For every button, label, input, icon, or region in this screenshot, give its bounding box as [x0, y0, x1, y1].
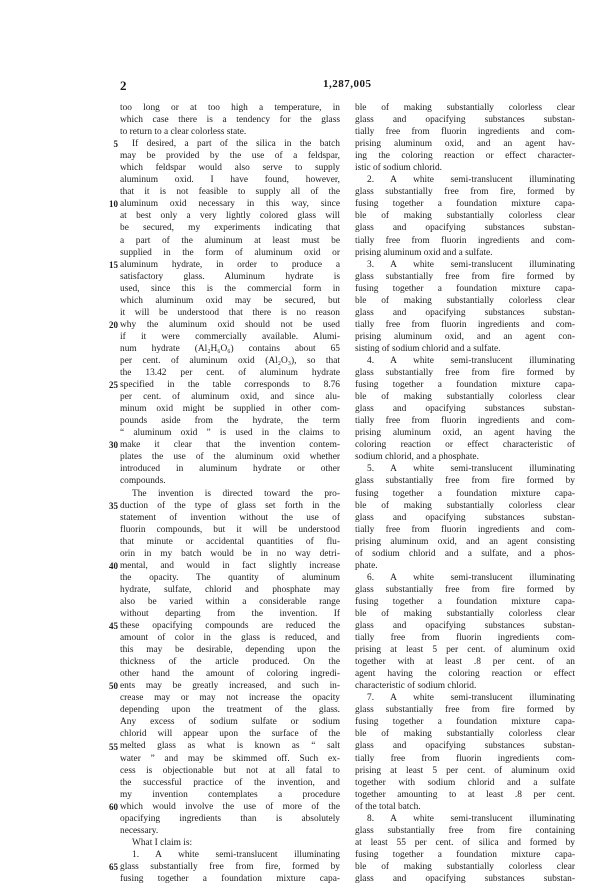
- text-line: fusing together a foundation mixture capa-: [355, 283, 575, 294]
- text-line: used, since this is the commercial form in: [120, 283, 340, 294]
- text-line: glass substantially free from fire formed by: [355, 271, 575, 282]
- text-line: a part of the aluminum at least must be: [120, 235, 340, 246]
- text-line: aluminum oxid. I have found, however,: [120, 175, 340, 186]
- text-line: fusing together a foundation mixture capa-: [355, 596, 575, 607]
- line-number: 25: [109, 380, 118, 391]
- text-line: crease may or may not increase the opacity: [120, 693, 340, 704]
- text-line: glass substantially free from fire formed by: [355, 368, 575, 379]
- text-line: thickness of the article produced. On the: [120, 657, 340, 668]
- text-line: What I claim is:: [132, 837, 193, 848]
- text-line: tially free from fluorin ingredients com-: [355, 753, 575, 764]
- page-number: 2: [120, 78, 127, 93]
- text-line: ble of making substantially colorless clear: [355, 295, 575, 306]
- text-line: cess is objectionable but not at all fatal to: [120, 765, 340, 776]
- text-line: sisting of sodium chlorid and a sulfate.: [355, 343, 501, 354]
- text-line: together with sodium chlorid and a sulfate: [355, 777, 575, 788]
- text-line: tially free from fluorin ingredients and com-: [355, 127, 575, 138]
- line-number: 45: [109, 621, 118, 632]
- text-line: glass and opacifying substances substan-: [355, 307, 575, 318]
- text-line: of the total batch.: [355, 801, 421, 812]
- text-line: tially free from fluorin ingredients com-: [355, 633, 575, 644]
- text-line: without departing from the invention. If: [120, 608, 340, 619]
- line-number: 40: [109, 560, 118, 571]
- text-line: fusing together a foundation mixture capa-: [355, 380, 575, 391]
- line-number: 50: [109, 681, 118, 692]
- text-line: melted glass as what is known as “ salt: [120, 741, 340, 752]
- line-number: 35: [109, 500, 118, 511]
- text-line: characteristic of sodium chlorid.: [355, 681, 477, 692]
- text-line: aluminum hydrate, in order to produce a: [120, 259, 340, 270]
- text-line: prising aluminum oxid, an agent having the: [355, 428, 575, 439]
- text-line: 6. A white semi-translucent illuminating: [367, 572, 575, 583]
- text-line: glass substantially free from fire formed by: [355, 476, 575, 487]
- text-line: ble of making substantially colorless clear: [355, 729, 575, 740]
- text-line: num hydrate (Al₂H₆O₆) contains about 65: [120, 343, 340, 354]
- line-number: 20: [109, 319, 118, 330]
- text-line: istic of sodium chlorid.: [355, 163, 442, 174]
- text-line: glass and opacifying substances substan-: [355, 621, 575, 632]
- text-line: tially free from fluorin ingredients and com-: [355, 524, 575, 535]
- text-line: 8. A white semi-translucent illuminating: [367, 813, 575, 824]
- text-line: tially free from fluorin ingredients and com-: [355, 319, 575, 330]
- text-line: ble of making substantially colorless clear: [355, 392, 575, 403]
- text-line: pounds aside from the hydrate, the term: [120, 416, 340, 427]
- text-line: water ” and may be skimmed off. Such ex-: [120, 753, 340, 764]
- text-line: together amounting to at least .8 per cent.: [355, 789, 575, 800]
- text-line: prising aluminum oxid and a sulfate.: [355, 247, 493, 258]
- text-line: ble of making substantially colorless clear: [355, 500, 575, 511]
- text-line: which feldspar would also serve to supply: [120, 163, 340, 174]
- line-number: 5: [113, 139, 118, 150]
- left-column: [120, 102, 340, 885]
- text-line: fluorin compounds, but it will be understood: [120, 524, 340, 535]
- text-line: 7. A white semi-translucent illuminating: [367, 693, 575, 704]
- text-line: fusing together a foundation mixture capa-: [355, 199, 575, 210]
- text-line: it will be understood that there is no reason: [120, 307, 340, 318]
- text-line: prising at least 5 per cent. of aluminum oxid: [355, 765, 575, 776]
- text-line: phate.: [355, 560, 378, 571]
- text-line: sodium chlorid, and a phosphate.: [355, 452, 479, 463]
- text-line: glass and opacifying substances substan-: [355, 874, 575, 884]
- text-line: glass and opacifying substances substan-: [355, 115, 575, 126]
- text-line: at least 55 per cent. of silica and formed by: [355, 837, 575, 848]
- text-line: statement of invention without the use of: [120, 512, 340, 523]
- line-number: 65: [109, 862, 118, 873]
- text-line: other hand the amount of coloring ingredi-: [120, 669, 340, 680]
- text-line: fusing together a foundation mixture capa-: [355, 488, 575, 499]
- text-line: coloring reaction or effect characteristic of: [355, 440, 575, 451]
- text-line: glass and opacifying substances substan-: [355, 404, 575, 415]
- text-line: my invention contemplates a procedure: [120, 789, 340, 800]
- text-line: ble of making substantially colorless clear: [355, 103, 575, 113]
- text-line: which aluminum oxid may be secured, but: [120, 295, 340, 306]
- text-line: glass substantially free from fire, formed by: [355, 187, 575, 198]
- text-line: may be provided by the use of a feldspar,: [120, 151, 340, 162]
- text-line: mental, and would in fact slightly increase: [120, 560, 340, 571]
- text-line: to return to a clear colorless state.: [120, 127, 247, 138]
- text-line: compounds.: [120, 476, 166, 487]
- text-line: duction of the type of glass set forth in the: [120, 500, 340, 511]
- text-line: If desired, a part of the silica in the batch: [132, 139, 340, 150]
- text-line: tially free from fluorin ingredients and com-: [355, 416, 575, 427]
- text-line: 3. A white semi-translucent illuminating: [367, 259, 575, 270]
- text-line: that it is not feasible to supply all of the: [120, 187, 340, 198]
- text-line: opacifying ingredients than is absolutely: [120, 813, 340, 824]
- text-line: glass and opacifying substances substan-: [355, 223, 575, 234]
- text-line: also be varied within a considerable range: [120, 596, 340, 607]
- text-line: 1. A white semi-translucent illuminating: [132, 849, 340, 860]
- text-line: Any excess of sodium sulfate or sodium: [120, 717, 340, 728]
- text-line: these opacifying compounds are reduced the: [120, 621, 340, 632]
- text-line: depending upon the treatment of the glass.: [120, 705, 340, 716]
- text-line: that minute or accidental quantities of flu-: [120, 536, 340, 547]
- text-line: per cent. of aluminum oxid, and since alu-: [120, 392, 340, 403]
- text-line: supplied in the form of aluminum oxid or: [120, 247, 340, 258]
- text-line: of sodium chlorid and a sulfate, and a phos-: [355, 548, 575, 559]
- line-number: 15: [109, 259, 118, 270]
- text-line: the successful practice of the invention, and: [120, 777, 340, 788]
- text-line: why the aluminum oxid should not be used: [120, 319, 340, 330]
- text-line: fusing together a foundation mixture capa-: [355, 849, 575, 860]
- patent-number: 1,287,005: [323, 78, 372, 90]
- text-line: minum oxid might be supplied in other com-: [120, 404, 340, 415]
- text-line: which would involve the use of more of the: [120, 801, 340, 812]
- text-line: satisfactory glass. Aluminum hydrate is: [120, 271, 340, 282]
- line-number: 60: [109, 801, 118, 812]
- text-line: prising at least 5 per cent. of aluminum oxid: [355, 645, 575, 656]
- text-line: too long or at too high a temperature, in: [120, 103, 340, 113]
- text-line: 5. A white semi-translucent illuminating: [367, 464, 575, 475]
- text-line: make it clear that the invention contem-: [120, 440, 340, 451]
- text-line: be secured, my experiments indicating that: [120, 223, 340, 234]
- text-line: per cent. of aluminum oxid (Al₂O₃), so that: [120, 355, 340, 366]
- text-line: glass substantially free from fire formed by: [355, 584, 575, 595]
- text-line: The invention is directed toward the pro-: [132, 488, 340, 499]
- text-line: ing the coloring reaction or effect character-: [355, 151, 575, 162]
- right-column: [355, 102, 575, 885]
- text-line: glass and opacifying substances substan-: [355, 741, 575, 752]
- text-line: the 13.42 per cent. of aluminum hydrate: [120, 368, 340, 379]
- text-line: agent having the coloring reaction or effect: [355, 669, 575, 680]
- text-line: tially free from fluorin ingredients and com-: [355, 235, 575, 246]
- text-line: if it were commercially available. Alumi-: [120, 331, 340, 342]
- text-line: orin in my batch would be in no way detri-: [120, 548, 340, 559]
- text-line: introduced in aluminum hydrate or other: [120, 464, 340, 475]
- text-line: prising aluminum oxid, and an agent consisting: [355, 536, 575, 547]
- text-line: glass substantially free from fire containing: [355, 825, 575, 836]
- text-line: glass substantially free from fire formed by: [355, 705, 575, 716]
- text-line: amount of color in the glass is reduced, and: [120, 633, 340, 644]
- text-line: glass and opacifying substances substan-: [355, 512, 575, 523]
- text-line: aluminum oxid necessary in this way, since: [120, 199, 340, 210]
- text-line: together with at least .8 per cent. of an: [355, 657, 575, 668]
- text-line: “ aluminum oxid ” is used in the claims to: [120, 428, 340, 439]
- text-line: necessary.: [120, 825, 159, 836]
- text-line: prising aluminum oxid, and an agent con-: [355, 331, 575, 342]
- text-line: the opacity. The quantity of aluminum: [120, 572, 340, 583]
- line-number: 10: [109, 199, 118, 210]
- text-line: plates the use of the aluminum oxid whether: [120, 452, 340, 463]
- line-number: 55: [109, 741, 118, 752]
- text-line: prising aluminum oxid, and an agent hav-: [355, 139, 575, 150]
- text-line: ents may be greatly increased, and such in-: [120, 681, 340, 692]
- text-line: at best only a very lightly colored glass will: [120, 211, 340, 222]
- text-line: fusing together a foundation mixture capa-: [355, 717, 575, 728]
- text-line: ble of making substantially colorless clear: [355, 861, 575, 872]
- text-line: fusing together a foundation mixture capa-: [120, 874, 340, 884]
- text-line: chlorid will appear upon the surface of the: [120, 729, 340, 740]
- text-line: hydrate, sulfate, chlorid and phosphate may: [120, 584, 340, 595]
- text-line: this may be desirable, depending upon the: [120, 645, 340, 656]
- text-line: specified in the table corresponds to 8.76: [120, 380, 340, 391]
- text-line: ble of making substantially colorless clear: [355, 211, 575, 222]
- text-line: glass substantially free from fire, formed by: [120, 861, 340, 872]
- text-line: ble of making substantially colorless clear: [355, 608, 575, 619]
- line-number: 30: [109, 440, 118, 451]
- text-line: 4. A white semi-translucent illuminating: [367, 355, 575, 366]
- text-line: which case there is a tendency for the glass: [120, 115, 340, 126]
- text-line: 2. A white semi-translucent illuminating: [367, 175, 575, 186]
